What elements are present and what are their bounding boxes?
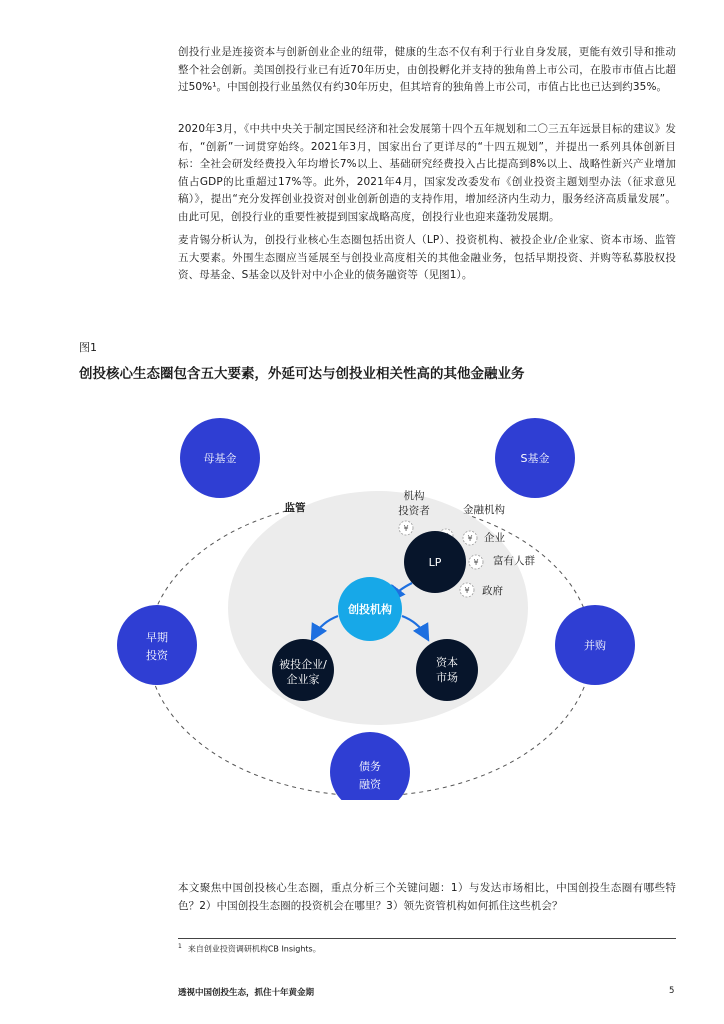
node-portfolio-label-2: 企业家 [286, 673, 320, 686]
figure-title: 创投核心生态圈包含五大要素，外延可达与创投业相关性高的其他金融业务 [79, 366, 525, 382]
node-vc [338, 577, 402, 641]
footnote-marker: 1 [178, 943, 182, 950]
yen-icon [399, 521, 413, 535]
node-early-invest [117, 605, 197, 685]
node-portfolio-label-1: 被投企业/ [279, 658, 327, 671]
intro-paragraph: 创投行业是连接资本与创新创业企业的纽带，健康的生态不仅有利于行业自身发展，更能有效引导和推动整个社会创新。美国创投行业已有近70年历史，由创投孵化并支持的独角兽上市公司，在股市市值占比超过50%¹。中国创投行业虽然仅有约30年历史，但其培育的独角兽上市公司，市值占比也已达到约35%。 [178, 46, 676, 93]
node-debt-label-2: 融资 [359, 778, 381, 791]
lp-source-enterprise: 企业 [484, 532, 505, 544]
yen-icon [469, 555, 483, 569]
ecosystem-diagram [0, 400, 724, 800]
yen-symbol: ¥ [473, 558, 479, 567]
yen-symbol: ¥ [467, 534, 473, 543]
node-mother-fund-label: 母基金 [203, 452, 237, 465]
ecosystem-paragraph: 麦肯锡分析认为，创投行业核心生态圈包括出资人（LP）、投资机构、被投企业/企业家、资本市场、监管五大要素。外围生态圈应当延展至与创投业高度相关的其他金融业务，包括早期投资、并购等私募股权投资、母基金、S基金以及针对中小企业的债务融资等（见图1）。 [178, 234, 676, 281]
node-debt [330, 732, 410, 800]
node-mna-label: 并购 [584, 639, 606, 652]
policy-paragraph: 2020年3月，《中共中央关于制定国民经济和社会发展第十四个五年规划和二〇三五年远景目标的建议》发布，“创新”一词贯穿始终。2021年3月，国家出台了更详尽的“十四五规划”，并提出一系列具体创新目标：全社会研发经费投入年均增长7%以上、基础研究经费投入占比提高到8%以上、战略性新兴产业增加值占GDP的比重超过17%等。此外，2021年4月，国家发改委发布《创业投资主题划型办法（征求意见稿）》，提出“充分发挥创业投资对创业创新创造的支持作用，增加经济内生动力，服务经济高质量发展”。由此可见，创投行业的重要性被提到国家战略高度，创投行业也迎来蓬勃发展期。 [178, 123, 676, 223]
lp-source-wealthy: 富有人群 [493, 555, 535, 567]
lp-source-government: 政府 [482, 585, 503, 597]
node-vc-label: 创投机构 [348, 603, 392, 616]
yen-icon [463, 531, 477, 545]
closing-paragraph: 本文聚焦中国创投核心生态圈，重点分析三个关键问题：1）与发达市场相比，中国创投生态圈有哪些特色？2）中国创投生态圈的投资机会在哪里？3）领先资管机构如何抓住这些机会？ [178, 882, 676, 912]
footer-title: 透视中国创投生态，抓住十年黄金期 [178, 988, 315, 998]
node-capital-market [416, 639, 478, 701]
yen-symbol: ¥ [464, 586, 470, 595]
yen-icon [460, 583, 474, 597]
figure-label: 图1 [79, 341, 97, 354]
footnote-text: 来自创业投资调研机构CB Insights。 [187, 944, 321, 954]
node-early-invest-label-2: 投资 [146, 649, 168, 662]
node-mna [555, 605, 635, 685]
node-capital-market-label-1: 资本 [436, 656, 458, 669]
lp-source-institutional-1: 机构 [403, 490, 425, 502]
node-s-fund [495, 418, 575, 498]
node-mother-fund [180, 418, 260, 498]
node-lp [404, 531, 466, 593]
lp-source-institutional-2: 投资者 [398, 505, 430, 517]
node-s-fund-label: S基金 [520, 452, 550, 465]
node-debt-label-1: 债务 [359, 760, 381, 773]
node-portfolio [272, 639, 334, 701]
page-number: 5 [669, 986, 675, 996]
node-lp-label: LP [428, 556, 442, 569]
node-early-invest-label-1: 早期 [146, 631, 168, 644]
yen-symbol: ¥ [403, 524, 409, 533]
lp-source-financial: 金融机构 [463, 504, 505, 516]
footnote [178, 943, 321, 955]
node-capital-market-label-2: 市场 [436, 671, 458, 684]
footnote-divider [178, 938, 676, 939]
regulation-label: 监管 [284, 502, 306, 514]
